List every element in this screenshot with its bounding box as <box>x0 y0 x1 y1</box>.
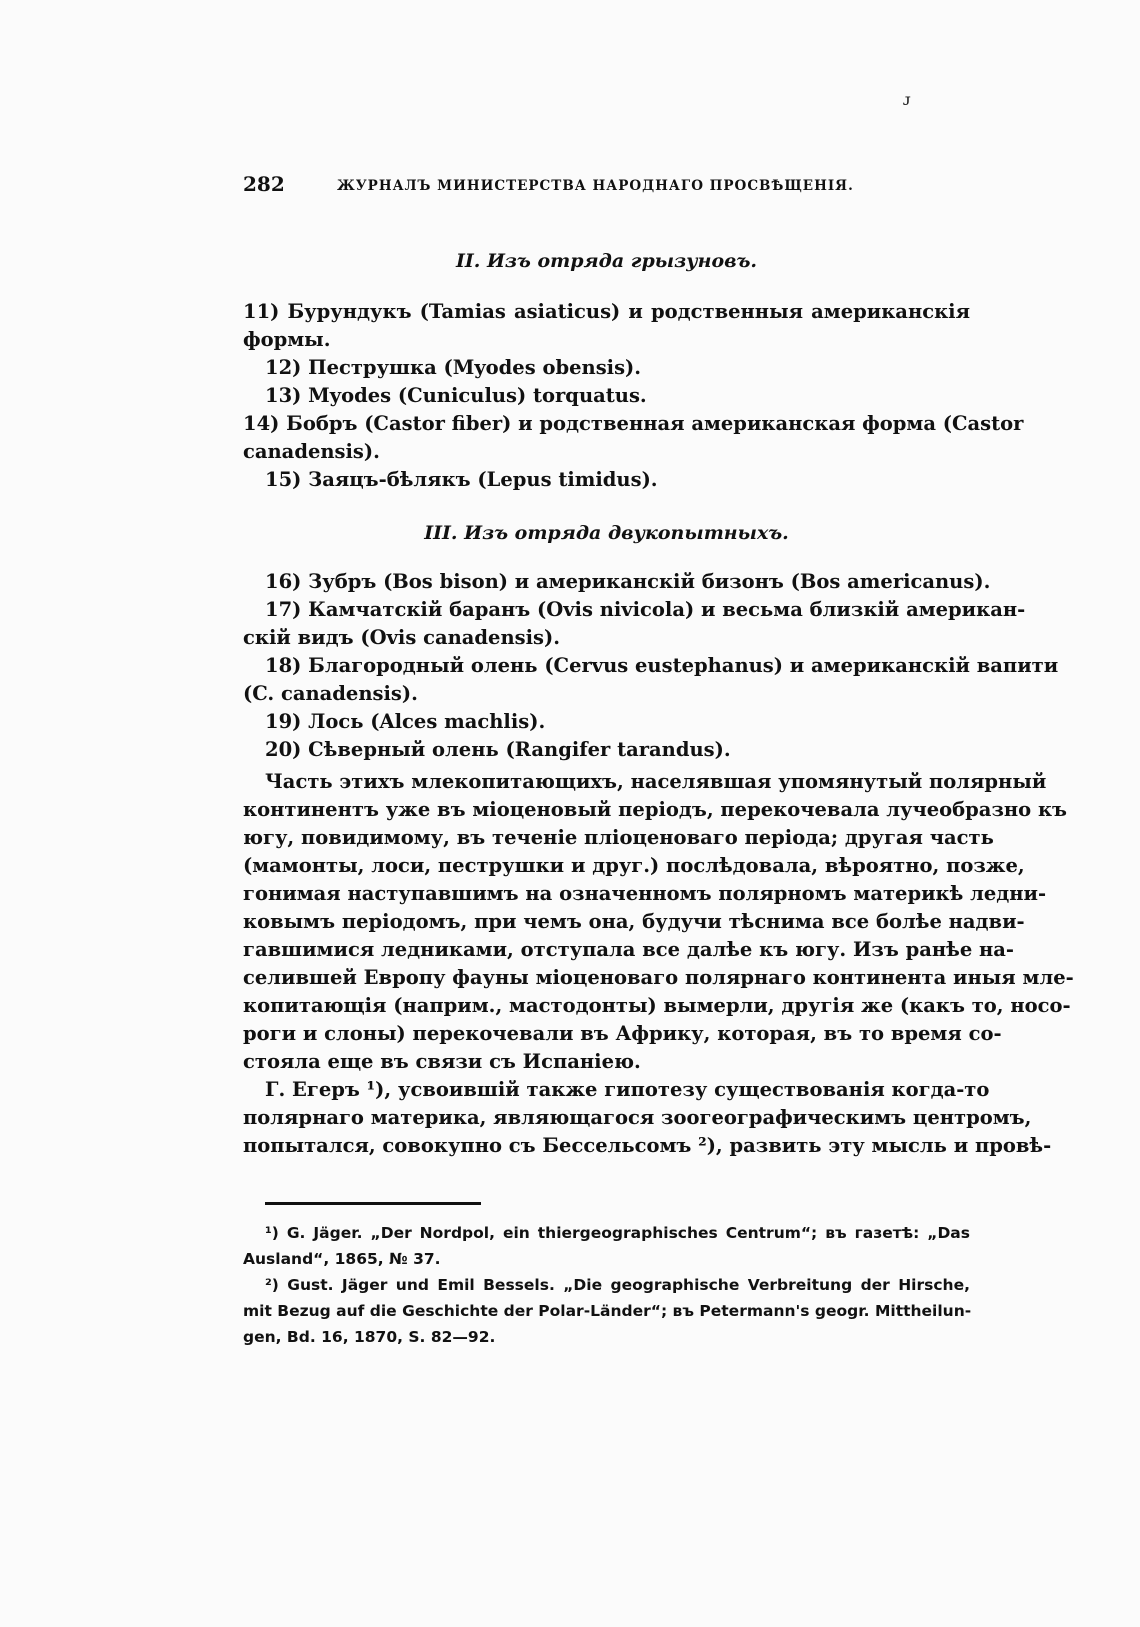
body-line: полярнаго материка, являющагося зоогеографическимъ центромъ, <box>243 1106 1032 1129</box>
list-line: 14) Бобръ (Castor fiber) и родственная американская форма (Castor <box>243 412 1024 435</box>
list-line: (C. canadensis). <box>243 682 418 705</box>
list-line: формы. <box>243 328 331 351</box>
footnote-divider <box>265 1202 481 1205</box>
list-line: 20) Сѣверный олень (Rangifer tarandus). <box>265 738 731 761</box>
footnote-line: Ausland“, 1865, № 37. <box>243 1250 441 1268</box>
corner-mark: ᴊ <box>903 90 911 109</box>
list-line: 15) Заяцъ-бѣлякъ (Lepus timidus). <box>265 468 658 491</box>
footnote-line: mit Bezug auf die Geschichte der Polar-Länder“; въ Petermann's geogr. Mittheilun- <box>243 1302 972 1320</box>
body-line: копитающія (наприм., мастодонты) вымерли, другія же (какъ то, носо- <box>243 994 1071 1017</box>
body-line: Часть этихъ млекопитающихъ, населявшая упомянутый полярный <box>265 770 1047 793</box>
list-line: 13) Myodes (Cuniculus) torquatus. <box>265 384 647 407</box>
body-line: ковымъ періодомъ, при чемъ она, будучи тѣснима все болѣе надви- <box>243 910 1025 933</box>
body-line: попытался, совокупно съ Бессельсомъ ²), развить эту мысль и провѣ- <box>243 1134 1052 1157</box>
list-line: 18) Благородный олень (Cervus eustephanus) и американскій вапити <box>265 654 1059 677</box>
body-line: стояла еще въ связи съ Испаніею. <box>243 1050 641 1073</box>
body-line: гонимая наступавшимъ на означенномъ полярномъ материкѣ ледни- <box>243 882 1047 905</box>
list-line: 16) Зубръ (Bos bison) и американскій бизонъ (Bos americanus). <box>265 570 991 593</box>
section-title-rodents: II. Изъ отряда грызуновъ. <box>455 250 758 272</box>
footnote-line: ²) Gust. Jäger und Emil Bessels. „Die geographische Verbreitung der Hirsche, <box>265 1276 970 1294</box>
page-number: 282 <box>243 172 285 196</box>
body-line: (мамонты, лоси, пеструшки и друг.) послѣдовала, вѣроятно, позже, <box>243 854 1025 877</box>
list-line: 19) Лось (Alces machlis). <box>265 710 546 733</box>
footnote-line: ¹) G. Jäger. „Der Nordpol, ein thiergeographisches Centrum“; въ газетѣ: „Das <box>265 1224 970 1242</box>
body-line: роги и слоны) перекочевали въ Африку, которая, въ то время со- <box>243 1022 1002 1045</box>
section-title-ungulates: III. Изъ отряда двукопытныхъ. <box>424 522 789 544</box>
body-line: югу, повидимому, въ теченіе пліоценоваго періода; другая часть <box>243 826 994 849</box>
list-line: canadensis). <box>243 440 380 463</box>
page-header <box>243 172 970 202</box>
running-title: ЖУРНАЛЪ МИНИСТЕРСТВА НАРОДНАГО ПРОСВѢЩЕНІЯ. <box>337 178 854 194</box>
list-line: скій видъ (Ovis canadensis). <box>243 626 561 649</box>
list-line: 12) Пеструшка (Myodes obensis). <box>265 356 642 379</box>
list-line: 11) Бурундукъ (Tamias asiaticus) и родственныя американскія <box>243 300 970 323</box>
footnote-line: gen, Bd. 16, 1870, S. 82—92. <box>243 1328 496 1346</box>
body-line: селившей Европу фауны міоценоваго полярнаго континента иныя мле- <box>243 966 1074 989</box>
body-line: гавшимися ледниками, отступала все далѣе къ югу. Изъ ранѣе на- <box>243 938 1015 961</box>
body-line: континентъ уже въ міоценовый періодъ, перекочевала лучеобразно къ <box>243 798 1067 821</box>
list-line: 17) Камчатскій баранъ (Ovis nivicola) и весьма близкій американ- <box>265 598 1026 621</box>
body-line: Г. Егеръ ¹), усвоившій также гипотезу существованія когда-то <box>265 1078 990 1101</box>
